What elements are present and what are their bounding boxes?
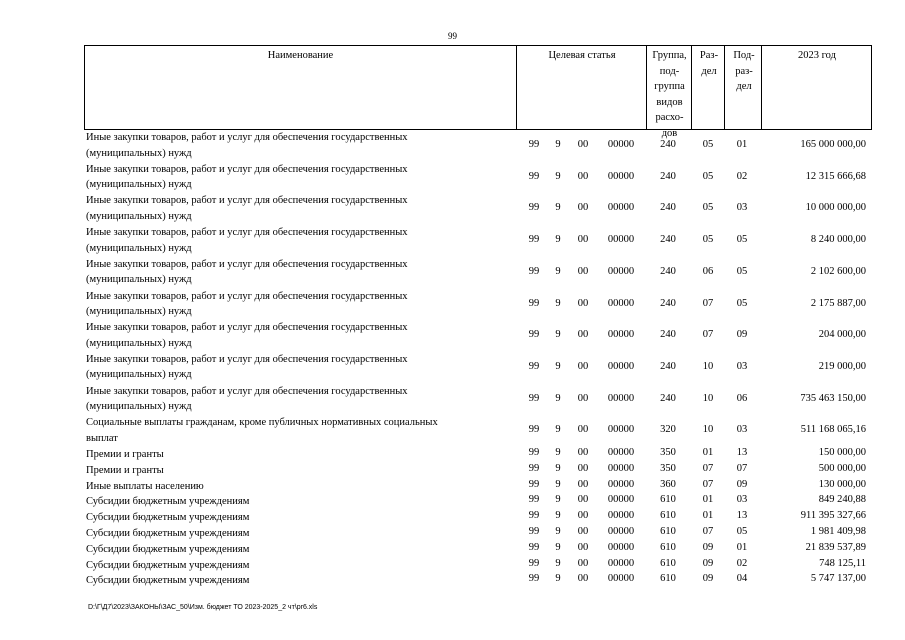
section-code: 01 (702, 494, 714, 506)
expense-group: 240 (660, 297, 676, 309)
row-name (86, 257, 516, 288)
row-name-line: Иные закупки товаров, работ и услуг для обеспечения государственных (86, 258, 408, 270)
header-line: дов (661, 127, 678, 139)
table-row (84, 193, 872, 225)
target-code-2: 9 (555, 478, 561, 490)
table-row (84, 510, 872, 526)
target-code-2: 9 (555, 170, 561, 182)
target-code-4: 00000 (607, 139, 635, 150)
target-code-3: 00 (577, 170, 589, 182)
target-code-3: 00 (577, 424, 589, 436)
amount-2023: 219 000,00 (818, 360, 866, 372)
subsection-code: 13 (736, 447, 748, 458)
expense-group: 240 (660, 234, 676, 246)
header-line: Раз- (699, 50, 719, 61)
row-name (86, 352, 516, 383)
amount-2023: 150 000,00 (818, 447, 866, 458)
row-name-line: Иные выплаты населению (86, 480, 204, 492)
subsection-code: 09 (736, 478, 748, 490)
target-code-3: 00 (577, 478, 589, 490)
row-name (86, 320, 516, 351)
header-line: дел (701, 65, 717, 77)
section-code: 10 (702, 424, 714, 436)
expense-group: 320 (660, 424, 676, 436)
expense-group: 610 (660, 494, 676, 506)
amount-2023: 849 240,88 (818, 494, 866, 506)
row-name-line: Иные закупки товаров, работ и услуг для обеспечения государственных (86, 195, 408, 207)
target-code-4: 00000 (607, 424, 635, 436)
header-divider (646, 45, 647, 130)
header-group (647, 46, 692, 139)
section-code: 07 (702, 478, 714, 490)
amount-2023: 165 000 000,00 (800, 139, 866, 150)
target-code-4: 00000 (607, 526, 635, 537)
target-code-3: 00 (577, 234, 589, 246)
section-code: 10 (702, 360, 714, 372)
row-name-line: (муниципальных) нужд (86, 179, 192, 191)
expense-group: 240 (660, 202, 676, 214)
section-code: 01 (702, 447, 714, 458)
section-code: 01 (702, 510, 714, 522)
expense-group: 240 (660, 329, 676, 341)
section-code: 07 (702, 462, 714, 474)
row-name-line: Субсидии бюджетным учреждениям (86, 496, 250, 508)
target-code-2: 9 (555, 510, 561, 522)
header-line: дел (736, 81, 752, 92)
row-name (86, 384, 516, 415)
subsection-code: 06 (736, 392, 748, 404)
target-code-3: 00 (577, 510, 589, 522)
target-code-1: 99 (528, 329, 540, 341)
amount-2023: 130 000,00 (818, 478, 866, 490)
target-code-2: 9 (555, 297, 561, 309)
table-row (84, 162, 872, 194)
amount-2023: 5 747 137,00 (810, 573, 866, 585)
subsection-code: 07 (736, 462, 748, 474)
target-code-3: 00 (577, 462, 589, 474)
target-code-4: 00000 (607, 329, 635, 341)
section-code: 07 (702, 329, 714, 341)
amount-2023: 911 395 327,66 (800, 510, 866, 522)
table-row (84, 384, 872, 416)
target-code-1: 99 (528, 297, 540, 309)
row-name-line: (муниципальных) нужд (86, 306, 192, 317)
target-code-1: 99 (528, 541, 540, 553)
target-code-1: 99 (528, 234, 540, 246)
target-code-2: 9 (555, 234, 561, 246)
amount-2023: 10 000 000,00 (805, 202, 866, 214)
table-row (84, 494, 872, 510)
expense-group: 360 (660, 478, 676, 490)
expense-group: 610 (660, 510, 676, 522)
target-code-2: 9 (555, 392, 561, 404)
target-code-1: 99 (528, 360, 540, 372)
row-name-line: (муниципальных) нужд (86, 147, 192, 159)
target-code-2: 9 (555, 265, 561, 277)
target-code-1: 99 (528, 392, 540, 404)
subsection-code: 09 (736, 329, 748, 341)
row-name (86, 573, 516, 589)
target-code-2: 9 (555, 424, 561, 436)
section-code: 06 (702, 265, 714, 277)
target-code-4: 00000 (607, 297, 635, 309)
table-row (84, 463, 872, 479)
target-code-4: 00000 (607, 478, 635, 490)
expense-group: 240 (660, 170, 676, 182)
amount-2023: 204 000,00 (818, 329, 866, 341)
target-code-3: 00 (577, 329, 589, 341)
header-line: видов (656, 96, 683, 108)
row-name-line: Иные закупки товаров, работ и услуг для обеспечения государственных (86, 385, 408, 397)
row-name (86, 130, 516, 161)
section-code: 09 (702, 557, 714, 569)
expense-group: 240 (660, 360, 676, 372)
target-code-3: 00 (577, 265, 589, 277)
row-name-line: Иные закупки товаров, работ и услуг для обеспечения государственных (86, 227, 408, 239)
target-code-2: 9 (555, 462, 561, 474)
expense-group: 240 (660, 139, 676, 150)
target-code-3: 00 (577, 494, 589, 506)
header-divider (724, 45, 725, 130)
amount-2023: 2 102 600,00 (810, 265, 866, 277)
row-name-line: Иные закупки товаров, работ и услуг для обеспечения государственных (86, 163, 408, 175)
amount-2023: 1 981 409,98 (810, 526, 866, 537)
target-code-4: 00000 (607, 170, 635, 182)
header-target: Целевая статья (548, 50, 616, 61)
section-code: 09 (702, 541, 714, 553)
header-subsection (726, 46, 762, 129)
expense-group: 350 (660, 447, 676, 458)
subsection-code: 03 (736, 202, 748, 214)
table-row (84, 526, 872, 542)
expense-group: 610 (660, 557, 676, 569)
target-code-4: 00000 (607, 392, 635, 404)
target-code-1: 99 (528, 510, 540, 522)
table-row (84, 130, 872, 162)
subsection-code: 05 (736, 297, 748, 309)
table-row (84, 257, 872, 289)
row-name-line: (муниципальных) нужд (86, 337, 192, 349)
amount-2023: 511 168 065,16 (800, 424, 866, 436)
expense-group: 610 (660, 526, 676, 537)
page-number: 99 (448, 31, 457, 41)
header-line: расхо- (655, 112, 684, 123)
section-code: 09 (702, 573, 714, 585)
row-name-line: (муниципальных) нужд (86, 242, 192, 254)
section-code: 05 (702, 139, 714, 150)
subsection-code: 02 (736, 557, 748, 569)
target-code-4: 00000 (607, 494, 635, 506)
target-code-1: 99 (528, 139, 540, 150)
target-code-4: 00000 (607, 510, 635, 522)
target-code-1: 99 (528, 447, 540, 458)
row-name (86, 526, 516, 542)
header-divider (691, 45, 692, 130)
row-name-line: Субсидии бюджетным учреждениям (86, 559, 250, 571)
row-name-line: (муниципальных) нужд (86, 369, 192, 381)
section-code: 10 (702, 392, 714, 404)
section-code: 05 (702, 234, 714, 246)
target-code-4: 00000 (607, 573, 635, 585)
subsection-code: 03 (736, 424, 748, 436)
target-code-3: 00 (577, 297, 589, 309)
header-line: группа (654, 81, 685, 92)
header-line: Под- (733, 50, 755, 61)
amount-2023: 8 240 000,00 (810, 234, 866, 246)
subsection-code: 04 (736, 573, 748, 585)
table-row (84, 542, 872, 558)
target-code-1: 99 (528, 526, 540, 537)
table-row (84, 573, 872, 589)
subsection-code: 05 (736, 526, 748, 537)
expense-group: 240 (660, 265, 676, 277)
row-name-line: Субсидии бюджетным учреждениям (86, 543, 250, 555)
subsection-code: 02 (736, 170, 748, 182)
target-code-1: 99 (528, 462, 540, 474)
target-code-1: 99 (528, 494, 540, 506)
target-code-1: 99 (528, 265, 540, 277)
target-code-4: 00000 (607, 234, 635, 246)
section-code: 05 (702, 202, 714, 214)
section-code: 07 (702, 297, 714, 309)
row-name-line: (муниципальных) нужд (86, 210, 192, 222)
row-name (86, 510, 516, 526)
row-name (86, 415, 516, 446)
subsection-code: 01 (736, 139, 748, 150)
target-code-2: 9 (555, 573, 561, 585)
amount-2023: 748 125,11 (819, 557, 866, 569)
table-row (84, 320, 872, 352)
target-code-3: 00 (577, 447, 589, 458)
target-code-4: 00000 (607, 541, 635, 553)
target-code-2: 9 (555, 139, 561, 150)
row-name (86, 162, 516, 193)
row-name-line: Иные закупки товаров, работ и услуг для обеспечения государственных (86, 353, 408, 365)
header-divider (761, 45, 762, 130)
row-name (86, 542, 516, 558)
table-row (84, 558, 872, 574)
table-row (84, 352, 872, 384)
target-code-2: 9 (555, 494, 561, 506)
target-code-4: 00000 (607, 447, 635, 458)
target-code-3: 00 (577, 557, 589, 569)
table-row (84, 289, 872, 321)
target-code-2: 9 (555, 557, 561, 569)
target-code-2: 9 (555, 329, 561, 341)
header-section (693, 46, 725, 129)
table-row (84, 479, 872, 495)
expense-group: 350 (660, 462, 676, 474)
target-code-3: 00 (577, 360, 589, 372)
table-row (84, 415, 872, 447)
row-name (86, 289, 516, 320)
target-code-1: 99 (528, 202, 540, 214)
header-line: Группа, (652, 50, 687, 61)
target-code-1: 99 (528, 424, 540, 436)
target-code-1: 99 (528, 573, 540, 585)
target-code-3: 00 (577, 392, 589, 404)
target-code-4: 00000 (607, 462, 635, 474)
target-code-3: 00 (577, 541, 589, 553)
target-code-1: 99 (528, 478, 540, 490)
row-name-line: Субсидии бюджетным учреждениям (86, 528, 250, 539)
subsection-code: 05 (736, 265, 748, 277)
amount-2023: 12 315 666,68 (805, 170, 866, 182)
target-code-1: 99 (528, 170, 540, 182)
target-code-2: 9 (555, 202, 561, 214)
subsection-code: 03 (736, 360, 748, 372)
row-name-line: Субсидии бюджетным учреждениям (86, 575, 250, 587)
row-name-line: Иные закупки товаров, работ и услуг для обеспечения государственных (86, 322, 408, 334)
subsection-code: 13 (736, 510, 748, 522)
row-name (86, 558, 516, 574)
row-name (86, 225, 516, 256)
header-name: Наименование (267, 50, 334, 61)
header-divider (516, 45, 517, 130)
target-code-3: 00 (577, 139, 589, 150)
amount-2023: 2 175 887,00 (810, 297, 866, 309)
target-code-4: 00000 (607, 202, 635, 214)
row-name-line: Премии и гранты (86, 449, 164, 460)
row-name-line: (муниципальных) нужд (86, 274, 192, 286)
row-name-line: (муниципальных) нужд (86, 401, 192, 413)
table-row (84, 447, 872, 463)
file-path-footer: D:\Г\Д7\2023\ЗАКОНЫ\ЗАС_50\Изм. бюджет ТО 2023-2025_2 чт\pr6.xls (88, 604, 318, 611)
row-name (86, 479, 516, 495)
row-name-line: Социальные выплаты гражданам, кроме публичных нормативных социальных (86, 417, 438, 429)
row-name-line: Субсидии бюджетным учреждениям (86, 512, 250, 524)
row-name-line: Премии и гранты (86, 464, 164, 476)
amount-2023: 500 000,00 (818, 462, 866, 474)
target-code-3: 00 (577, 573, 589, 585)
section-code: 07 (702, 526, 714, 537)
row-name (86, 447, 516, 463)
row-name-line: выплат (86, 432, 118, 444)
section-code: 05 (702, 170, 714, 182)
row-name-line: Иные закупки товаров, работ и услуг для обеспечения государственных (86, 132, 408, 143)
row-name (86, 463, 516, 479)
table-row (84, 225, 872, 257)
subsection-code: 03 (736, 494, 748, 506)
amount-2023: 735 463 150,00 (800, 392, 866, 404)
target-code-3: 00 (577, 202, 589, 214)
row-name (86, 494, 516, 510)
header-year: 2023 год (798, 50, 836, 61)
target-code-2: 9 (555, 541, 561, 553)
row-name-line: Иные закупки товаров, работ и услуг для обеспечения государственных (86, 290, 408, 302)
target-code-3: 00 (577, 526, 589, 537)
expense-group: 610 (660, 541, 676, 553)
expense-group: 610 (660, 573, 676, 585)
header-line: под- (659, 65, 680, 77)
target-code-4: 00000 (607, 360, 635, 372)
target-code-4: 00000 (607, 557, 635, 569)
target-code-4: 00000 (607, 265, 635, 277)
subsection-code: 05 (736, 234, 748, 246)
target-code-1: 99 (528, 557, 540, 569)
amount-2023: 21 839 537,89 (805, 541, 866, 553)
subsection-code: 01 (736, 541, 748, 553)
target-code-2: 9 (555, 360, 561, 372)
header-line: раз- (735, 65, 753, 77)
row-name (86, 193, 516, 224)
expense-group: 240 (660, 392, 676, 404)
target-code-2: 9 (555, 447, 561, 458)
target-code-2: 9 (555, 526, 561, 537)
